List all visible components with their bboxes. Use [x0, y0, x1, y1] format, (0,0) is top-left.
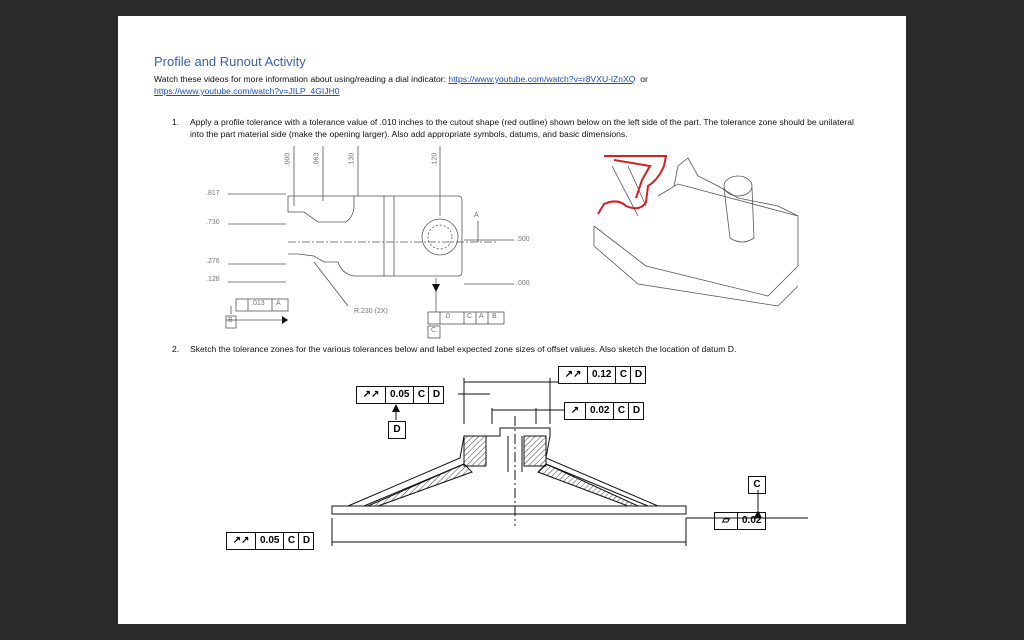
- question-1-number: 1.: [172, 117, 180, 127]
- fcf-top-right-datum-1: C: [616, 367, 631, 383]
- fcf-mid-right: [564, 402, 644, 420]
- dim-top-1: .000: [284, 152, 292, 167]
- fcf-bottom-value: .0: [444, 313, 450, 320]
- runout-icon: ↗: [565, 403, 586, 419]
- radius-note: R.230 (2X): [354, 308, 388, 315]
- fcf-flatness-value: 0.02: [742, 515, 762, 526]
- dim-left-1: .817: [206, 190, 220, 197]
- datum-c-label: C: [753, 479, 761, 490]
- datum-d-triangle: [392, 404, 400, 412]
- fcf-bottom-left-datum-1: C: [284, 533, 299, 549]
- runout-icon: ↗↗: [227, 533, 256, 549]
- dim-top-3: .130: [348, 152, 356, 167]
- fcf-mid-right-datum-1: C: [614, 403, 629, 419]
- fcf-bottom-datum-3: B: [492, 313, 497, 320]
- dim-right-2: .000: [516, 280, 530, 287]
- runout-icon: ↗↗: [559, 367, 588, 383]
- document-title: Profile and Runout Activity: [154, 54, 306, 69]
- fcf-flatness: [714, 512, 766, 530]
- video-link-1[interactable]: https://www.youtube.com/watch?v=r8VXU-lZnXQ: [448, 74, 636, 84]
- datum-c-box: [748, 476, 766, 494]
- dim-top-2: .063: [313, 152, 321, 167]
- fcf-top-left-datum-1: C: [414, 387, 429, 403]
- datum-d-label: D: [393, 424, 401, 435]
- dim-left-4: .128: [206, 276, 220, 283]
- fcf-mid-right-datum-2: D: [632, 405, 641, 416]
- dim-top-4: .120: [431, 152, 439, 167]
- dim-left-3: .276: [206, 258, 220, 265]
- fcf-bottom-datum-1: C: [467, 313, 473, 320]
- datum-c-label: C: [431, 327, 437, 334]
- fcf-top-left-value: 0.05: [386, 387, 414, 403]
- fcf-top-left-datum-2: D: [432, 389, 441, 400]
- fcf-mid-right-value: 0.02: [586, 403, 614, 419]
- flatness-icon: ▱: [715, 513, 738, 529]
- fcf-bottom-left-value: 0.05: [256, 533, 284, 549]
- label-a: A: [474, 212, 479, 219]
- fcf-top-left: [356, 386, 444, 404]
- runout-icon: ↗↗: [357, 387, 386, 403]
- dim-left-2: .730: [206, 219, 220, 226]
- video-link-2[interactable]: https://www.youtube.com/watch?v=JILP_4GIJH0: [154, 86, 340, 96]
- question-2-text: Sketch the tolerance zones for the various tolerances below and label expected zone sizes of offset values. Also sketch the location of datum D.: [190, 344, 737, 354]
- document-page: [118, 16, 906, 624]
- question-2-number: 2.: [172, 344, 180, 354]
- datum-d-box: [388, 421, 406, 439]
- fcf-top-right-datum-2: D: [634, 369, 643, 380]
- fcf-top-right-value: 0.12: [588, 367, 616, 383]
- fcf-left-datum: A: [276, 300, 281, 307]
- or-text: or: [640, 74, 648, 84]
- fcf-bottom-left: [226, 532, 314, 550]
- intro-text: Watch these videos for more information about using/reading a dial indicator:: [154, 74, 449, 84]
- dim-right-1: .500: [516, 236, 530, 243]
- fcf-bottom-datum-2: A: [479, 313, 484, 320]
- fcf-top-right: [558, 366, 646, 384]
- question-1-text: Apply a profile tolerance with a tolerance value of .010 inches to the cutout shape (red outline) shown below on the left side of the part. The tolerance zone should be unilateral into the part material side (make the opening larger). Also add appropriate symbols, datums, and basic dimensions.: [190, 117, 854, 139]
- fcf-bottom-left-datum-2: D: [302, 535, 311, 546]
- datum-b-label: B: [228, 317, 233, 324]
- fcf-left-value: .013: [251, 300, 265, 307]
